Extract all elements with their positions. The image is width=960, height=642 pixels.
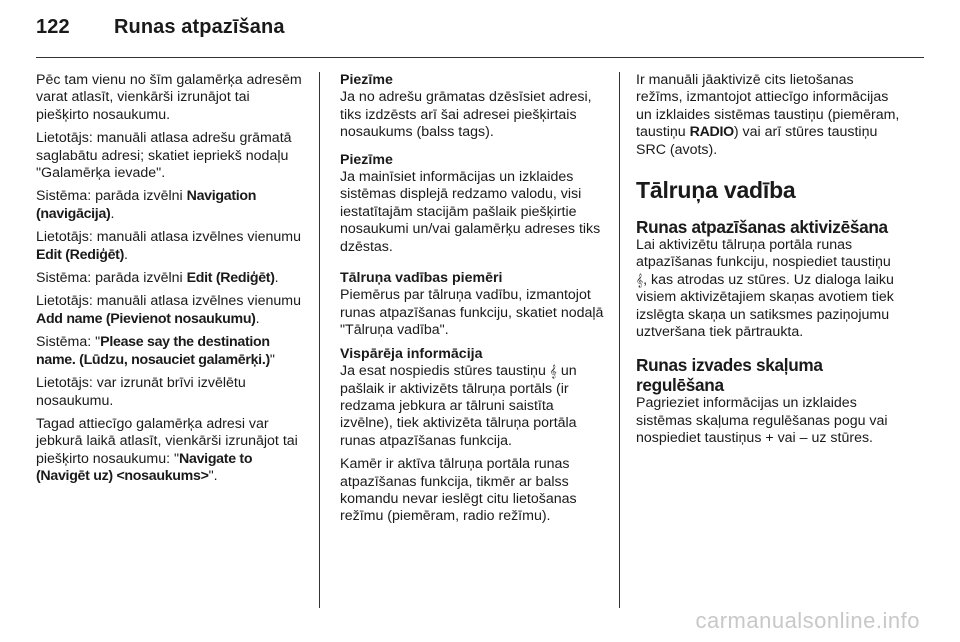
paragraph: Kamēr ir aktīva tālruņa portāla runas atpazīšanas funkcija, tikmēr ar balss komandu nevar ieslēgt citu lietošanas režīmu (piemēram, radio režīmu). (340, 456, 577, 525)
voice-command: Navigate to (Navigēt uz) <nosaukums> (36, 450, 253, 485)
paragraph: Ir manuāli jāaktivizē cits lietošanas režīms, izmantojot attiecīgo informācijas un izklaides sistēmas taustiņu (piemēram, taustiņu RADIO) vai arī stūres taustiņu SRC (avots). (636, 72, 900, 158)
menu-name: Add name (Pievienot nosaukumu) (36, 310, 256, 327)
paragraph: Pēc tam vienu no šīm galamērķa adresēm varat atlasīt, vienkārši izrunājot tai piešķirto nosaukumu. (36, 72, 302, 123)
paragraph: Lietotājs: manuāli atlasa izvēlnes vienumu Edit (Rediģēt). (36, 229, 301, 263)
paragraph: Tagad attiecīgo galamērķa adresi var jebkurā laikā atlasīt, vienkārši izrunājot tai piešķirto nosaukumu: "Navigate to (Navigēt uz) <nosaukums>". (36, 415, 298, 485)
paragraph: Lietotājs: manuāli atlasa adrešu grāmatā saglabātu adresi; skatiet iepriekš nodaļu "Galamērķa ievade". (36, 130, 292, 182)
paragraph: Sistēma: parāda izvēlni Edit (Rediģēt). (36, 270, 279, 287)
menu-name: Navigation (navigācija) (36, 188, 257, 222)
button-name: RADIO (689, 124, 734, 141)
paragraph: Piemērus par tālruņa vadību, izmantojot runas atpazīšanas funkciju, skatiet nodaļā "Tālruņa vadība". (340, 287, 604, 339)
subheading: Tālruņa vadības piemēri (340, 270, 503, 287)
voice-button-icon: 𝄞 (636, 272, 644, 287)
watermark: carmanualsonline.info (695, 608, 920, 633)
subsection-heading: Runas izvades skaļuma regulēšana (636, 355, 823, 396)
menu-name: Edit (Rediģēt) (186, 270, 275, 287)
note-block (340, 152, 608, 256)
paragraph: Lietotājs: var izrunāt brīvi izvēlētu nosaukumu. (36, 375, 246, 409)
column-2 (340, 72, 608, 532)
note-text: Ja mainīsiet informācijas un izklaides sistēmas displejā redzamo valodu, visi iestatītajām stacijām pašlaik piešķirtie nosaukumi un/vai galamērķu adreses tiks dzēstas. (340, 169, 601, 255)
page-title: Runas atpazīšana (114, 16, 285, 38)
system-prompt: Please say the destination name. (Lūdzu, nosauciet galamērķi.) (36, 334, 270, 368)
note-heading: Piezīme (340, 151, 393, 168)
paragraph: Sistēma: parāda izvēlni Navigation (navigācija). (36, 188, 257, 222)
note-block (340, 72, 608, 142)
note-text: Ja no adrešu grāmatas dzēsīsiet adresi, tiks izdzēsts arī šai adresei piešķirtais nosaukums (balss tags). (340, 89, 592, 141)
page-header (36, 16, 285, 39)
header-rule (36, 57, 924, 58)
paragraph: Lai aktivizētu tālruņa portāla runas atpazīšanas funkciju, nospiediet taustiņu 𝄞, kas atrodas uz stūres. Uz dialoga laiku visiem aktivizētajiem skaņas avotiem tiek izslēgta skaņa un satiksmes paziņojumu uztveršana tiek pārtraukta. (636, 237, 894, 341)
column-divider-1 (319, 72, 320, 608)
subheading: Vispārēja informācija (340, 345, 483, 362)
paragraph: Sistēma: "Please say the destination name. (Lūdzu, nosauciet galamērķi.)" (36, 334, 275, 368)
subsection-heading: Runas atpazīšanas aktivizēšana (636, 217, 888, 238)
section-heading: Tālruņa vadība (636, 177, 796, 204)
menu-name: Edit (Rediģēt) (36, 246, 125, 263)
column-3 (636, 72, 904, 454)
paragraph: Pagrieziet informācijas un izklaides sistēmas skaļuma regulēšanas pogu vai nospiediet taustiņus + vai – uz stūres. (636, 395, 888, 447)
voice-button-icon: 𝄞 (549, 364, 557, 379)
note-heading: Piezīme (340, 72, 393, 88)
paragraph: Ja esat nospiedis stūres taustiņu 𝄞 un pašlaik ir aktivizēts tālruņa portāls (ir redzama jebkura ar tālruni saistīta izvēlne), tiek aktivizēta tālruņa portāla runas atpazīšanas funkcija. (340, 363, 577, 449)
page-number: 122 (36, 16, 70, 38)
paragraph: Lietotājs: manuāli atlasa izvēlnes vienumu Add name (Pievienot nosaukumu). (36, 293, 301, 327)
column-1 (36, 72, 304, 492)
column-divider-2 (619, 72, 620, 608)
